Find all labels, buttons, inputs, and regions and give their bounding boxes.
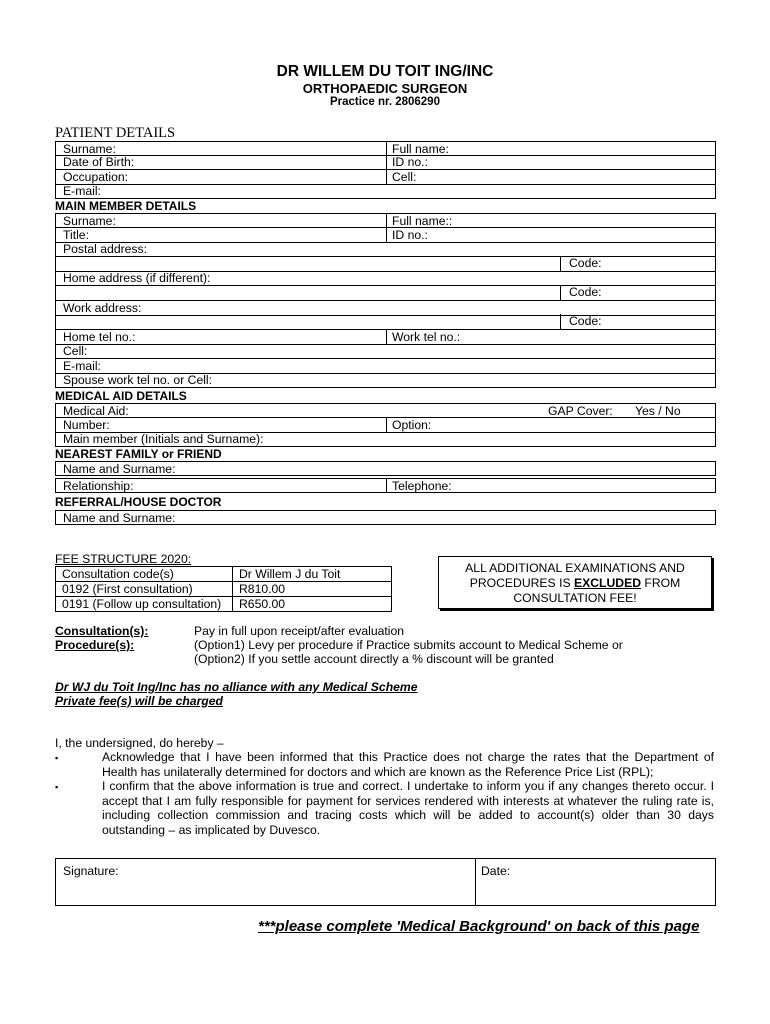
divider (386, 329, 387, 345)
table-row (56, 567, 392, 582)
declaration-item-2: I confirm that the above information is true and correct. I undertake to inform you if any changes thereto occur. I accept that I am fully responsible for payment for services rendered with interests at whatever the ruling rate is, including collection commission and tracing costs which will be added to account(s) older than 30 days outstanding – as implicated by Duvesco. (102, 779, 714, 837)
home-tel-field[interactable]: Home tel no.: (63, 330, 136, 344)
consultation-label: Consultation(s): (55, 624, 149, 638)
procedure-label: Procedure(s): (55, 638, 135, 652)
fee-code: 0192 (First consultation) (56, 582, 233, 597)
divider (386, 154, 387, 170)
member-row-code2 (55, 286, 716, 301)
nearest-row-relationship (55, 478, 716, 493)
member-row-postal (55, 242, 716, 257)
divider (475, 859, 476, 905)
patient-row-email (55, 184, 716, 199)
note-emphasis: EXCLUDED (573, 576, 642, 590)
table-row (56, 582, 392, 597)
practice-number: Practice nr. 2806290 (330, 96, 440, 108)
footer-note: ***please complete 'Medical Background' on back of this page (258, 918, 700, 935)
member-row-tel (55, 330, 716, 345)
fee-amount: R810.00 (233, 582, 392, 597)
gap-cover-choice[interactable]: Yes / No (635, 404, 681, 418)
divider (386, 169, 387, 185)
declaration-intro: I, the undersigned, do hereby – (55, 736, 224, 750)
fee-header-code: Consultation code(s) (56, 567, 233, 582)
home-code-field[interactable] (560, 285, 716, 301)
declaration-item-1: Acknowledge that I have been informed that this Practice does not charge the rates that the Department of Health has unilaterally determined for doctors and which are known as the Reference Price List (RPL); (102, 750, 714, 779)
procedure-text-2: (Option2) If you settle account directly a % discount will be granted (194, 652, 554, 666)
divider (386, 417, 387, 433)
full-name-field[interactable]: Full name: (392, 142, 449, 156)
member-row-cell (55, 344, 716, 359)
divider (386, 478, 387, 493)
note-text: ALL ADDITIONAL EXAMINATIONS AND PROCEDURES IS (465, 561, 685, 590)
aid-row-main-member (55, 432, 716, 447)
member-id-field[interactable]: ID no.: (392, 228, 428, 242)
main-member-title: MAIN MEMBER DETAILS (55, 199, 197, 213)
doctor-name: DR WILLEM DU TOIT ING/INC (276, 63, 494, 80)
home-address-field[interactable]: Home address (if different): (63, 271, 211, 285)
patient-details-title: PATIENT DETAILS (55, 125, 176, 141)
nearest-family-title: NEAREST FAMILY or FRIEND (55, 447, 222, 461)
signature-field[interactable]: Signature: (63, 864, 119, 878)
divider (386, 213, 387, 228)
member-row-spouse (55, 373, 716, 388)
consultation-text: Pay in full upon receipt/after evaluation (194, 624, 405, 638)
patient-row-dob (55, 155, 716, 170)
member-row-code1 (55, 257, 716, 272)
member-row-home-address (55, 271, 716, 286)
excluded-note (438, 556, 712, 609)
aid-option-field[interactable]: Option: (392, 418, 432, 432)
aid-main-member-field[interactable]: Main member (Initials and Surname): (63, 432, 264, 446)
spouse-tel-field[interactable]: Spouse work tel no. or Cell: (63, 373, 213, 387)
postal-address-field[interactable]: Postal address: (63, 242, 148, 256)
procedure-text-1: (Option1) Levy per procedure if Practice submits account to Medical Scheme or (194, 638, 623, 652)
bullet-icon: ▪ (55, 753, 59, 763)
aid-number-field[interactable]: Number: (63, 418, 110, 432)
member-row-email (55, 359, 716, 374)
date-field[interactable]: Date: (481, 864, 511, 878)
work-tel-field[interactable]: Work tel no.: (392, 330, 461, 344)
telephone-field[interactable]: Telephone: (392, 479, 452, 493)
specialty: ORTHOPAEDIC SURGEON (302, 81, 468, 96)
member-cell-field[interactable]: Cell: (63, 344, 88, 358)
code-label: Code: (569, 256, 602, 270)
nearest-name-field[interactable]: Name and Surname: (63, 462, 176, 476)
bullet-icon: ▪ (55, 782, 59, 792)
work-code-field[interactable] (560, 314, 716, 330)
notice-line-1: Dr WJ du Toit Ing/Inc has no alliance with any Medical Scheme (55, 680, 418, 694)
work-address-field[interactable]: Work address: (63, 301, 142, 315)
medical-aid-field[interactable]: Medical Aid: (63, 404, 129, 418)
gap-cover-label: GAP Cover: (548, 404, 613, 418)
member-row-surname (55, 213, 716, 228)
referral-name-field[interactable]: Name and Surname: (63, 511, 176, 525)
notice-line-2: Private fee(s) will be charged (55, 694, 223, 708)
fee-header-doctor: Dr Willem J du Toit (233, 567, 392, 582)
patient-row-occupation (55, 170, 716, 185)
member-surname-field[interactable]: Surname: (63, 214, 116, 228)
nearest-row-name (55, 461, 716, 476)
fee-structure-title: FEE STRUCTURE 2020: (55, 552, 192, 566)
member-row-title (55, 228, 716, 243)
fee-amount: R650.00 (233, 597, 392, 612)
code-label: Code: (569, 314, 602, 328)
surname-field[interactable]: Surname: (63, 142, 116, 156)
dob-field[interactable]: Date of Birth: (63, 155, 135, 169)
email-field[interactable]: E-mail: (63, 184, 101, 198)
aid-row-number (55, 418, 716, 433)
fee-table (55, 566, 392, 612)
aid-row-name (55, 403, 716, 418)
id-no-field[interactable]: ID no.: (392, 155, 428, 169)
cell-field[interactable]: Cell: (392, 170, 417, 184)
relationship-field[interactable]: Relationship: (63, 479, 134, 493)
medical-aid-title: MEDICAL AID DETAILS (55, 389, 187, 403)
postal-code-field[interactable] (560, 256, 716, 272)
code-label: Code: (569, 285, 602, 299)
table-row (56, 597, 392, 612)
member-row-code3 (55, 315, 716, 330)
signature-box (55, 858, 716, 906)
fee-code: 0191 (Follow up consultation) (56, 597, 233, 612)
member-full-name-field[interactable]: Full name:: (392, 214, 453, 228)
divider (386, 227, 387, 243)
referral-title: REFERRAL/HOUSE DOCTOR (55, 495, 222, 509)
note-text-end: FROM CONSULTATION FEE! (513, 576, 681, 605)
referral-row-name (55, 510, 716, 525)
occupation-field[interactable]: Occupation: (63, 170, 129, 184)
member-email-field[interactable]: E-mail: (63, 359, 101, 373)
member-title-field[interactable]: Title: (63, 228, 89, 242)
